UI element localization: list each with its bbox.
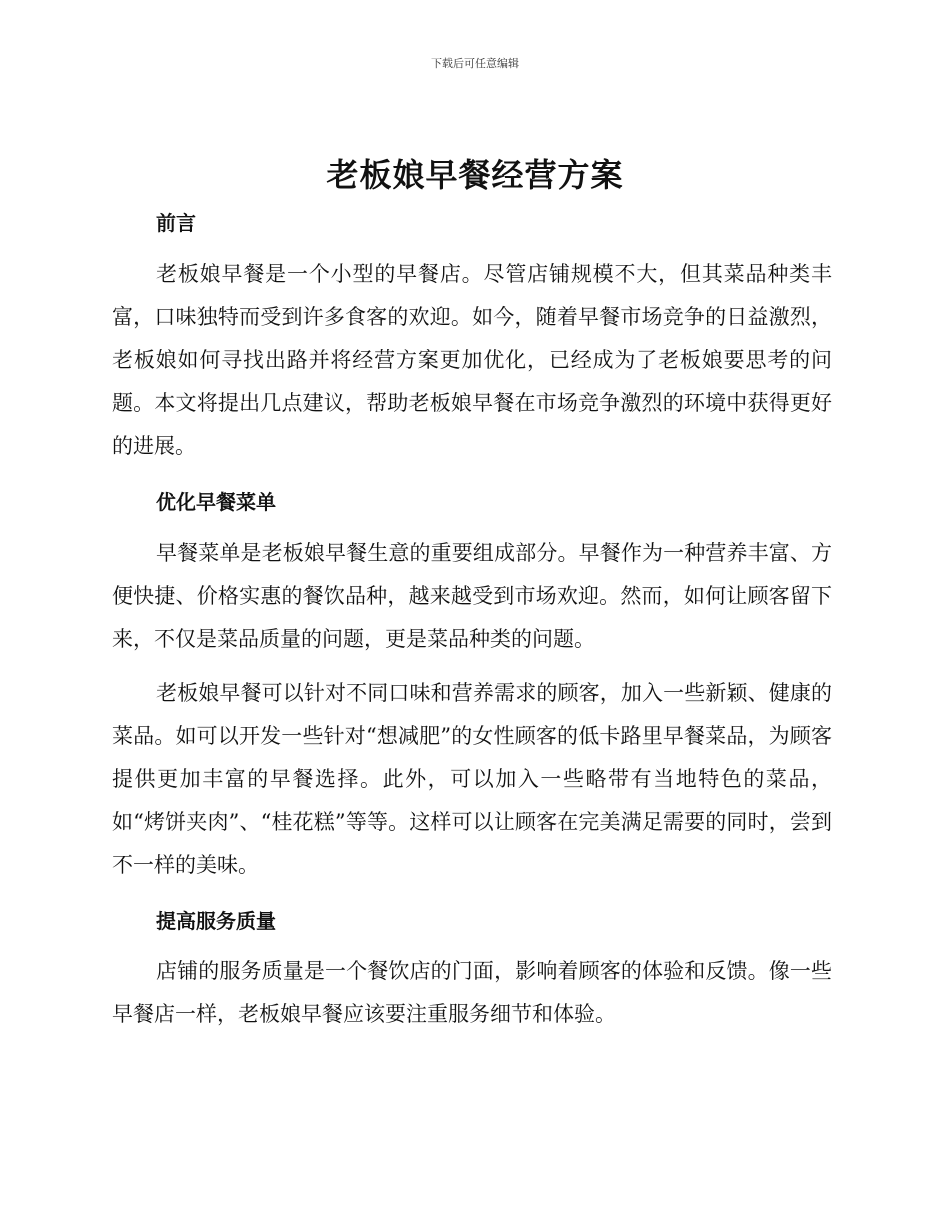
section-heading-optimize-menu: 优化早餐菜单 [156, 490, 276, 514]
paragraph-service-quality: 店铺的服务质量是一个餐饮店的门面，影响着顾客的体验和反馈。像一些早餐店一样，老板娘早餐应该要注重服务细节和体验。 [112, 959, 832, 1026]
section-heading-service-quality: 提高服务质量 [156, 909, 276, 933]
paragraph-menu-suggestions: 老板娘早餐可以针对不同口味和营养需求的顾客，加入一些新颖、健康的菜品。如可以开发一些针对“想减肥”的女性顾客的低卡路里早餐菜品，为顾客提供更加丰富的早餐选择。此外，可以加入一些略带有当地特色的菜品，如“烤饼夹肉”、“桂花糕”等等。这样可以让顾客在完美满足需要的同时，尝到不一样的美味。 [112, 681, 832, 877]
paragraph-menu-intro: 早餐菜单是老板娘早餐生意的重要组成部分。早餐作为一种营养丰富、方便快捷、价格实惠的餐饮品种，越来越受到市场欢迎。然而，如何让顾客留下来，不仅是菜品质量的问题，更是菜品种类的问题。 [112, 541, 832, 651]
document-title: 老板娘早餐经营方案 [326, 156, 624, 194]
paragraph-preface: 老板娘早餐是一个小型的早餐店。尽管店铺规模不大，但其菜品种类丰富，口味独特而受到许多食客的欢迎。如今，随着早餐市场竞争的日益激烈，老板娘如何寻找出路并将经营方案更加优化，已经成为了老板娘要思考的问题。本文将提出几点建议，帮助老板娘早餐在市场竞争激烈的环境中获得更好的进展。 [112, 262, 832, 458]
section-heading-preface: 前言 [156, 211, 196, 235]
download-note: 下载后可任意编辑 [431, 57, 519, 70]
